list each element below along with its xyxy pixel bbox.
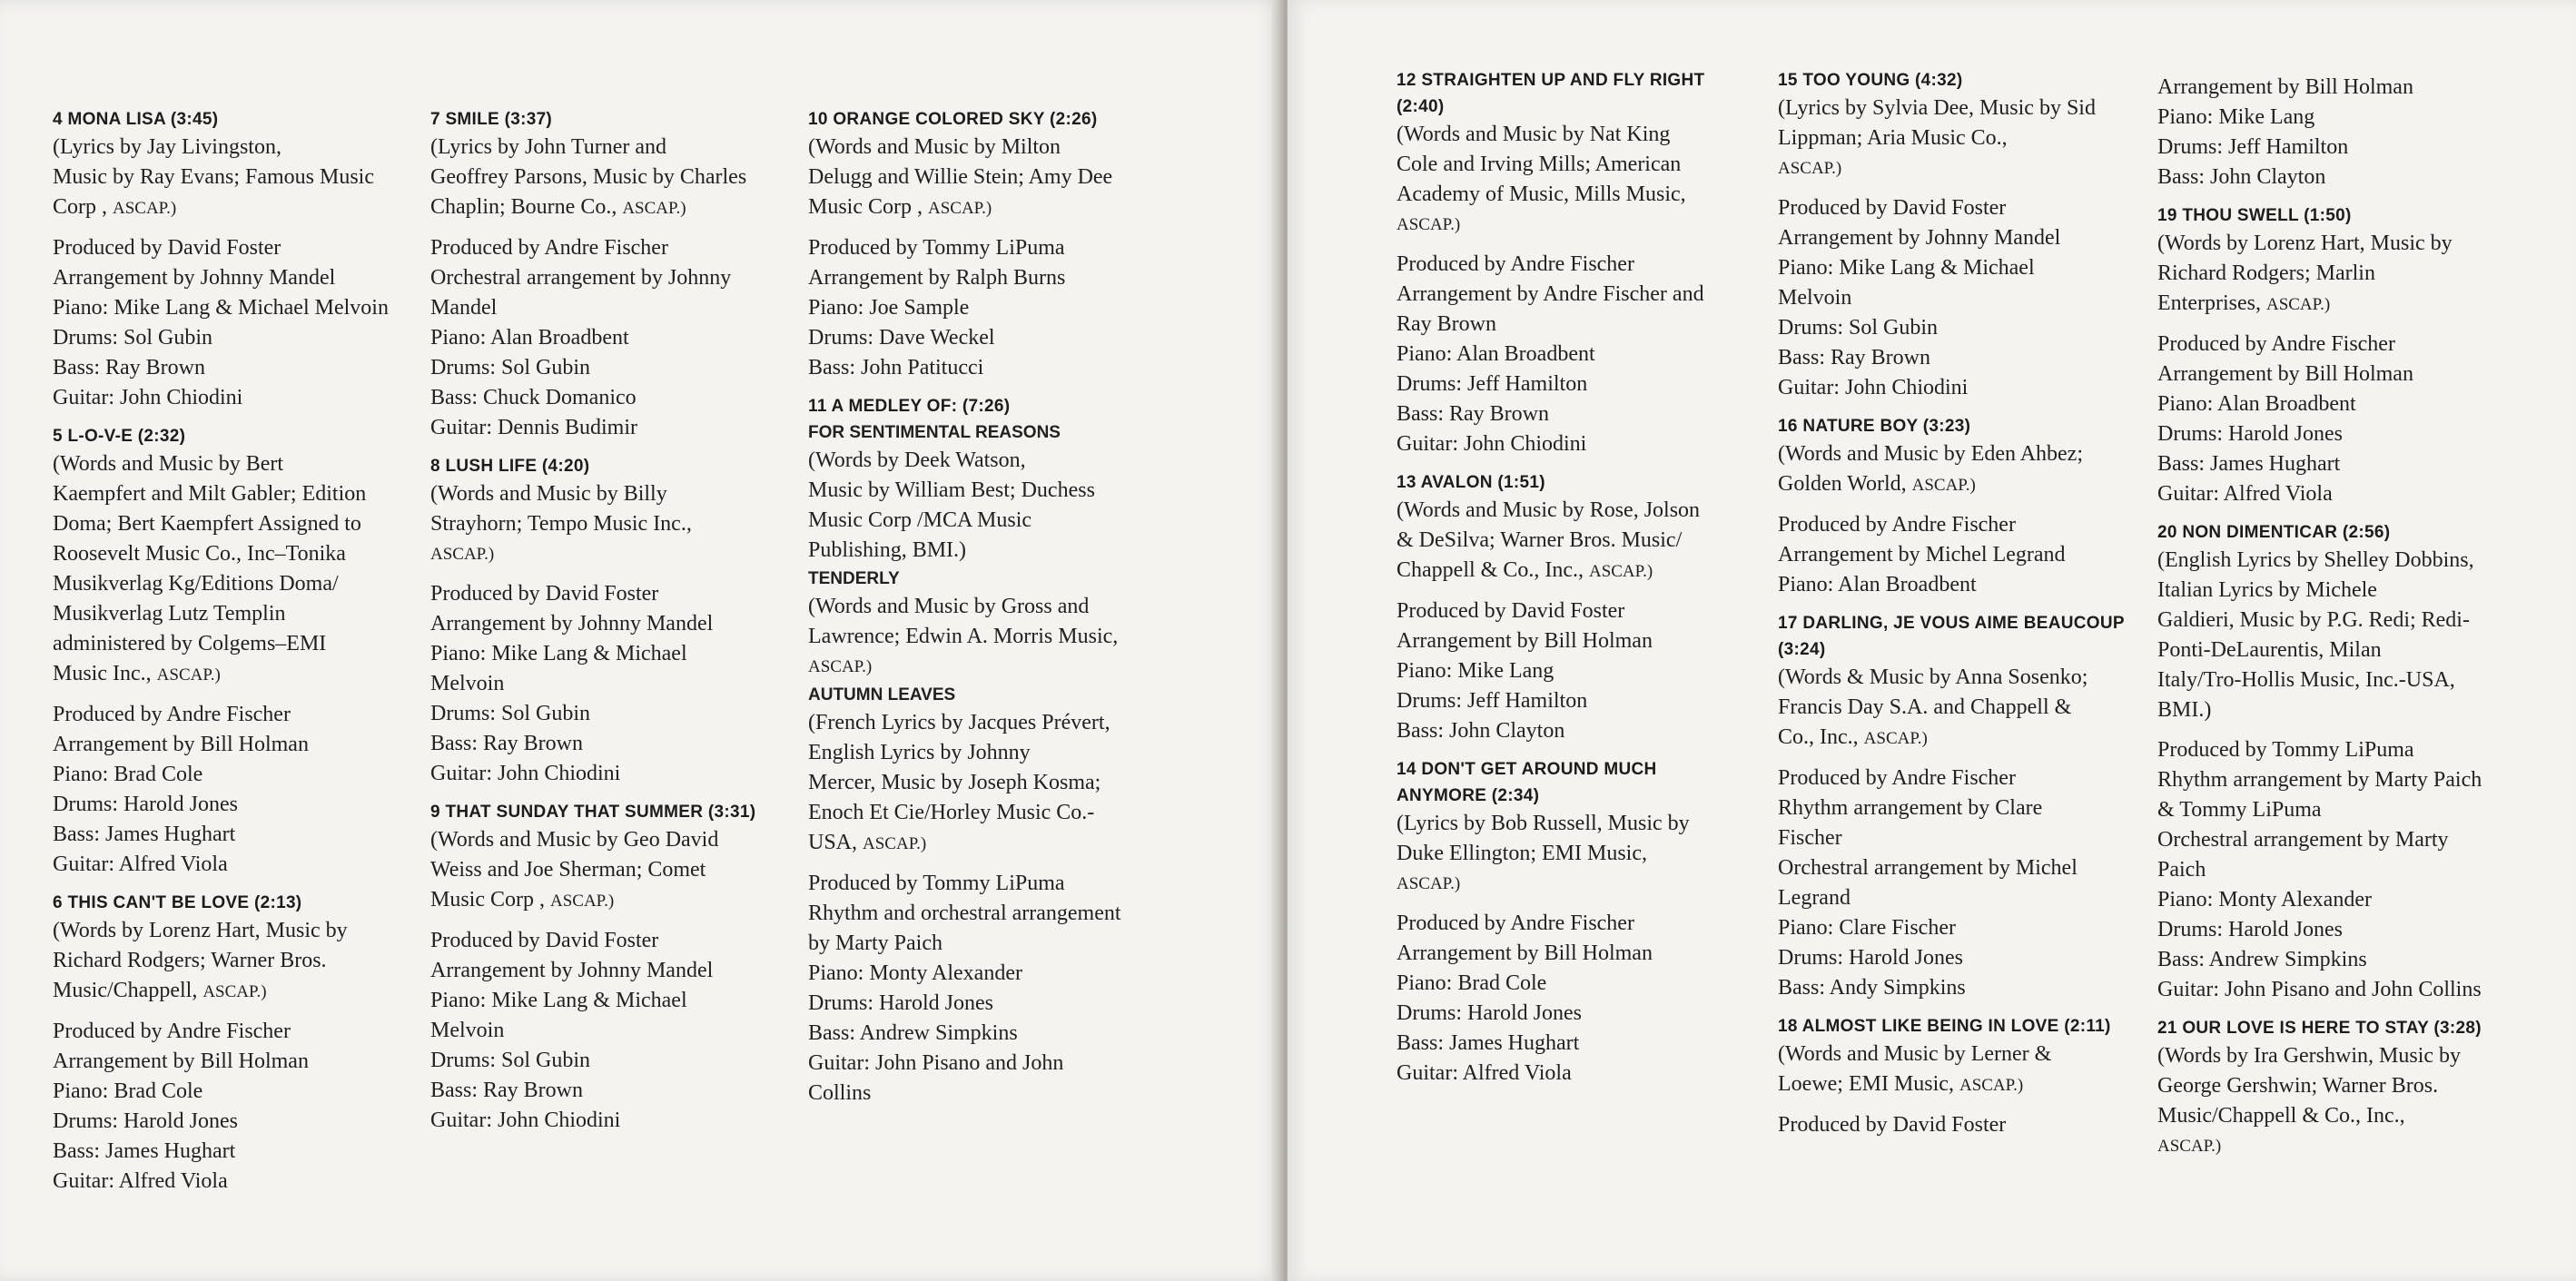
personnel-line: Produced by Andre Fischer bbox=[1778, 513, 2016, 537]
credit-line: (Words by Lorenz Hart, Music by bbox=[53, 919, 348, 942]
track-9 bbox=[430, 799, 755, 1136]
personnel-line: Fischer bbox=[1778, 826, 1842, 850]
personnel-line: Piano: Mike Lang & Michael bbox=[1778, 256, 2035, 280]
personnel-line: Produced by David Foster bbox=[1778, 196, 2007, 220]
track-title: 14 DON'T GET AROUND MUCH bbox=[1397, 760, 1657, 779]
credit-line: administered by Colgems–EMI bbox=[53, 632, 327, 655]
personnel-line: Produced by Andre Fischer bbox=[53, 1020, 291, 1043]
left-column-2 bbox=[430, 106, 755, 1136]
credit-line: Richard Rodgers; Warner Bros. bbox=[53, 949, 327, 972]
credit-line: Corp , ASCAP.) bbox=[53, 195, 177, 219]
personnel-line: Orchestral arrangement by Marty bbox=[2157, 828, 2449, 852]
credit-line: Richard Rodgers; Marlin bbox=[2157, 261, 2375, 285]
track-18 bbox=[1778, 1013, 2125, 1140]
personnel-line: Arrangement by Bill Holman bbox=[2157, 75, 2413, 99]
credit-line: ASCAP.) bbox=[808, 657, 873, 676]
personnel-line: Produced by Tommy LiPuma bbox=[808, 872, 1065, 895]
credit-line: English Lyrics by Johnny bbox=[808, 741, 1031, 764]
credit-line: Chaplin; Bourne Co., ASCAP.) bbox=[430, 195, 686, 219]
track-title: 19 THOU SWELL (1:50) bbox=[2157, 206, 2352, 225]
personnel-line: Bass: Ray Brown bbox=[430, 1079, 583, 1102]
personnel-line: Collins bbox=[808, 1081, 872, 1105]
right-column-2 bbox=[1778, 67, 2125, 1140]
personnel-line: Drums: Harold Jones bbox=[2157, 918, 2343, 941]
personnel-line: Arrangement by Johnny Mandel bbox=[1778, 226, 2061, 250]
personnel-line: Rhythm arrangement by Clare bbox=[1778, 796, 2043, 820]
track-title: 4 MONA LISA (3:45) bbox=[53, 110, 219, 129]
personnel-line: Arrangement by Ralph Burns bbox=[808, 266, 1066, 290]
personnel-line: Arrangement by Bill Holman bbox=[2157, 362, 2413, 386]
personnel-line: Produced by Andre Fischer bbox=[430, 236, 668, 260]
track-title: 7 SMILE (3:37) bbox=[430, 110, 553, 129]
personnel-line: Piano: Monty Alexander bbox=[2157, 888, 2372, 911]
personnel-line: Guitar: Alfred Viola bbox=[2157, 482, 2333, 506]
personnel-line: Drums: Harold Jones bbox=[53, 1109, 238, 1133]
credit-line: BMI.) bbox=[2157, 698, 2212, 722]
credit-line: (Words and Music by Billy bbox=[430, 482, 667, 506]
credit-line: Co., Inc., ASCAP.) bbox=[1778, 725, 1928, 749]
credit-line: Loewe; EMI Music, ASCAP.) bbox=[1778, 1072, 2024, 1096]
credit-line: Academy of Music, Mills Music, bbox=[1397, 182, 1686, 206]
credit-line: (Words and Music by Rose, Jolson bbox=[1397, 498, 1701, 522]
personnel-line: Arrangement by Bill Holman bbox=[53, 1049, 309, 1073]
credit-line: Delugg and Willie Stein; Amy Dee bbox=[808, 165, 1113, 189]
personnel-line: Orchestral arrangement by Michel bbox=[1778, 856, 2078, 880]
personnel-line: Produced by Andre Fischer bbox=[2157, 332, 2395, 356]
personnel-line: Drums: Sol Gubin bbox=[430, 356, 591, 379]
track-title: 10 ORANGE COLORED SKY (2:26) bbox=[808, 110, 1098, 129]
personnel-line: Produced by Andre Fischer bbox=[1397, 252, 1634, 276]
personnel-line: Bass: John Clayton bbox=[1397, 719, 1565, 743]
credit-line: Music/Chappell, ASCAP.) bbox=[53, 979, 267, 1002]
track-13 bbox=[1397, 469, 1704, 746]
credit-line: (Words and Music by Eden Ahbez; bbox=[1778, 442, 2083, 466]
personnel-line: & Tommy LiPuma bbox=[2157, 798, 2322, 822]
personnel-line: Piano: Mike Lang bbox=[1397, 659, 1554, 683]
credit-line: Music Corp , ASCAP.) bbox=[808, 195, 992, 219]
track-title: 13 AVALON (1:51) bbox=[1397, 473, 1545, 492]
credit-line: Roosevelt Music Co., Inc–Tonika bbox=[53, 542, 346, 566]
track-4 bbox=[53, 106, 389, 413]
credit-line: Italian Lyrics by Michele bbox=[2157, 578, 2377, 602]
credit-line: Music/Chappell & Co., Inc., bbox=[2157, 1104, 2405, 1128]
personnel-line: Rhythm and orchestral arrangement bbox=[808, 902, 1121, 925]
personnel-line: Drums: Harold Jones bbox=[2157, 422, 2343, 446]
credit-line: Weiss and Joe Sherman; Comet bbox=[430, 858, 706, 882]
credit-line: Music Corp /MCA Music bbox=[808, 508, 1032, 532]
credit-line: ASCAP.) bbox=[1397, 215, 1461, 234]
personnel-line: Drums: Harold Jones bbox=[1778, 946, 1963, 970]
personnel-line: Drums: Jeff Hamilton bbox=[2157, 135, 2349, 159]
credit-line: (Lyrics by Jay Livingston, bbox=[53, 135, 281, 159]
personnel-line: Arrangement by Bill Holman bbox=[53, 733, 309, 756]
personnel-line: Piano: Brad Cole bbox=[1397, 971, 1547, 995]
personnel-line: Guitar: John Chiodini bbox=[1778, 376, 1969, 399]
track-11 bbox=[808, 393, 1121, 1109]
track-7 bbox=[430, 106, 755, 443]
credit-line: & DeSilva; Warner Bros. Music/ bbox=[1397, 528, 1683, 552]
personnel-line: Piano: Alan Broadbent bbox=[2157, 392, 2356, 416]
credit-line: (French Lyrics by Jacques Prévert, bbox=[808, 711, 1110, 734]
personnel-line: Bass: Ray Brown bbox=[53, 356, 205, 379]
credit-line: ASCAP.) bbox=[2157, 1137, 2222, 1156]
personnel-line: Bass: James Hughart bbox=[2157, 452, 2341, 476]
personnel-line: Piano: Mike Lang & Michael bbox=[430, 642, 687, 665]
personnel-line: Piano: Clare Fischer bbox=[1778, 916, 1956, 940]
personnel-line: Piano: Mike Lang & Michael bbox=[430, 989, 687, 1012]
credit-line: Enterprises, ASCAP.) bbox=[2157, 291, 2331, 315]
personnel-line: Bass: Ray Brown bbox=[430, 732, 583, 755]
personnel-line: Drums: Harold Jones bbox=[1397, 1001, 1582, 1025]
personnel-line: Drums: Dave Weckel bbox=[808, 326, 995, 350]
credit-line: ASCAP.) bbox=[1778, 159, 1842, 178]
personnel-line: Produced by David Foster bbox=[1397, 599, 1625, 623]
track-title: 6 THIS CAN'T BE LOVE (2:13) bbox=[53, 893, 302, 912]
personnel-line: Arrangement by Bill Holman bbox=[1397, 629, 1653, 653]
personnel-line: Orchestral arrangement by Johnny bbox=[430, 266, 732, 290]
medley-part-title: AUTUMN LEAVES bbox=[808, 685, 956, 705]
personnel-line: Bass: Andy Simpkins bbox=[1778, 976, 1966, 1000]
track-title: 8 LUSH LIFE (4:20) bbox=[430, 457, 590, 476]
track-title: (2:40) bbox=[1397, 97, 1445, 116]
personnel-line: Produced by David Foster bbox=[430, 929, 659, 952]
track-21 bbox=[2157, 1015, 2482, 1161]
track-title: 21 OUR LOVE IS HERE TO STAY (3:28) bbox=[2157, 1019, 2482, 1038]
personnel-line: Produced by Andre Fischer bbox=[53, 703, 291, 726]
credit-line: Music Corp , ASCAP.) bbox=[430, 888, 615, 911]
credit-line: USA, ASCAP.) bbox=[808, 831, 927, 854]
credit-line: Galdieri, Music by P.G. Redi; Redi- bbox=[2157, 608, 2470, 632]
personnel-line: by Marty Paich bbox=[808, 931, 943, 955]
credit-line: Kaempfert and Milt Gabler; Edition bbox=[53, 482, 367, 506]
personnel-line: Drums: Jeff Hamilton bbox=[1397, 689, 1588, 713]
personnel-line: Bass: Ray Brown bbox=[1778, 346, 1930, 370]
credit-line: (Lyrics by Sylvia Dee, Music by Sid bbox=[1778, 96, 2096, 120]
personnel-line: Drums: Harold Jones bbox=[808, 991, 993, 1015]
credit-line: (Words and Music by Milton bbox=[808, 135, 1061, 159]
personnel-line: Guitar: Alfred Viola bbox=[1397, 1061, 1572, 1085]
credit-line: (Words and Music by Nat King bbox=[1397, 123, 1671, 146]
personnel-line: Arrangement by Johnny Mandel bbox=[430, 612, 714, 636]
personnel-line: Bass: James Hughart bbox=[1397, 1031, 1580, 1055]
credit-line: (Words by Ira Gershwin, Music by bbox=[2157, 1044, 2462, 1068]
personnel-line: Bass: James Hughart bbox=[53, 823, 236, 846]
track-title: 12 STRAIGHTEN UP AND FLY RIGHT bbox=[1397, 71, 1705, 90]
credit-line: ASCAP.) bbox=[430, 545, 495, 564]
credit-line: (Words and Music by Gross and bbox=[808, 595, 1090, 618]
track-title: 9 THAT SUNDAY THAT SUMMER (3:31) bbox=[430, 803, 756, 822]
credit-line: Golden World, ASCAP.) bbox=[1778, 472, 1976, 496]
credit-line: Lawrence; Edwin A. Morris Music, bbox=[808, 625, 1119, 648]
personnel-line: Produced by Andre Fischer bbox=[1397, 911, 1634, 935]
track-title: 20 NON DIMENTICAR (2:56) bbox=[2157, 523, 2391, 542]
credit-line: (Words and Music by Lerner & bbox=[1778, 1042, 2052, 1066]
credit-line: (Words and Music by Bert bbox=[53, 452, 284, 476]
credit-line: ASCAP.) bbox=[1397, 874, 1461, 893]
track-16 bbox=[1778, 413, 2125, 600]
personnel-line: Piano: Monty Alexander bbox=[808, 961, 1022, 985]
personnel-line: Arrangement by Michel Legrand bbox=[1778, 543, 2066, 567]
personnel-line: Arrangement by Johnny Mandel bbox=[53, 266, 336, 290]
right-page bbox=[1288, 0, 2576, 1281]
personnel-line: Piano: Brad Cole bbox=[53, 1079, 203, 1103]
track-title: 18 ALMOST LIKE BEING IN LOVE (2:11) bbox=[1778, 1017, 2111, 1036]
track-5 bbox=[53, 423, 389, 880]
credit-line: Chappell & Co., Inc., ASCAP.) bbox=[1397, 558, 1653, 582]
credit-line: Francis Day S.A. and Chappell & bbox=[1778, 695, 2072, 719]
personnel-line: Rhythm arrangement by Marty Paich bbox=[2157, 768, 2482, 792]
personnel-line: Produced by Tommy LiPuma bbox=[2157, 738, 2414, 762]
personnel-line: Piano: Mike Lang & Michael Melvoin bbox=[53, 296, 389, 320]
right-column-3 bbox=[2157, 73, 2482, 1161]
left-column-3 bbox=[808, 106, 1121, 1109]
personnel-line: Paich bbox=[2157, 858, 2206, 882]
personnel-line: Melvoin bbox=[1778, 286, 1852, 310]
credit-line: Musikverlag Kg/Editions Doma/ bbox=[53, 572, 339, 596]
track-title: 5 L-O-V-E (2:32) bbox=[53, 427, 186, 446]
personnel-line: Guitar: John Pisano and John Collins bbox=[2157, 978, 2482, 1001]
track-title: 17 DARLING, JE VOUS AIME BEAUCOUP bbox=[1778, 614, 2125, 633]
credit-line: Publishing, BMI.) bbox=[808, 538, 967, 562]
track-title: (3:24) bbox=[1778, 640, 1826, 659]
personnel-line: Guitar: Dennis Budimir bbox=[430, 416, 637, 439]
personnel-line: Bass: Andrew Simpkins bbox=[2157, 948, 2367, 971]
personnel-line: Drums: Sol Gubin bbox=[53, 326, 213, 350]
credit-line: (English Lyrics by Shelley Dobbins, bbox=[2157, 548, 2474, 572]
personnel-line: Guitar: John Chiodini bbox=[1397, 432, 1587, 456]
personnel-line: Piano: Alan Broadbent bbox=[1397, 342, 1595, 366]
credit-line: (Words by Lorenz Hart, Music by bbox=[2157, 232, 2453, 255]
personnel-line: Bass: John Patitucci bbox=[808, 356, 984, 379]
credit-line: George Gershwin; Warner Bros. bbox=[2157, 1074, 2439, 1098]
personnel-line: Drums: Jeff Hamilton bbox=[1397, 372, 1588, 396]
personnel-line: Guitar: John Chiodini bbox=[430, 1109, 621, 1132]
personnel-line: Arrangement by Bill Holman bbox=[1397, 941, 1653, 965]
personnel-line: Arrangement by Andre Fischer and bbox=[1397, 282, 1704, 306]
credit-line: (Words by Deek Watson, bbox=[808, 448, 1026, 472]
personnel-line: Produced by Tommy LiPuma bbox=[808, 236, 1065, 260]
personnel-line: Guitar: John Pisano and John bbox=[808, 1051, 1064, 1075]
personnel-line: Produced by David Foster bbox=[53, 236, 281, 260]
personnel-line: Mandel bbox=[430, 296, 498, 320]
personnel-line: Melvoin bbox=[430, 672, 505, 695]
credit-line: Geoffrey Parsons, Music by Charles bbox=[430, 165, 747, 189]
track-title: 16 NATURE BOY (3:23) bbox=[1778, 417, 1971, 436]
credit-line: Lippman; Aria Music Co., bbox=[1778, 126, 2008, 150]
credit-line: Enoch Et Cie/Horley Music Co.- bbox=[808, 801, 1095, 824]
personnel-line: Guitar: Alfred Viola bbox=[53, 1169, 228, 1193]
personnel-line: Guitar: Alfred Viola bbox=[53, 852, 228, 876]
credit-line: Music by Ray Evans; Famous Music bbox=[53, 165, 374, 189]
personnel-line: Piano: Alan Broadbent bbox=[430, 326, 629, 350]
credit-line: Musikverlag Lutz Templin bbox=[53, 602, 286, 626]
personnel-line: Arrangement by Johnny Mandel bbox=[430, 959, 714, 982]
track-6 bbox=[53, 890, 389, 1197]
credit-line: (Words and Music by Geo David bbox=[430, 828, 719, 852]
personnel-line: Piano: Brad Cole bbox=[53, 763, 203, 786]
credit-line: Doma; Bert Kaempfert Assigned to bbox=[53, 512, 361, 536]
track-title: ANYMORE (2:34) bbox=[1397, 786, 1540, 805]
track-14 bbox=[1397, 756, 1704, 1089]
credit-line: Strayhorn; Tempo Music Inc., bbox=[430, 512, 692, 536]
track-18-continued bbox=[2157, 73, 2482, 192]
personnel-line: Bass: James Hughart bbox=[53, 1139, 236, 1163]
personnel-line: Piano: Mike Lang bbox=[2157, 105, 2315, 129]
track-12 bbox=[1397, 67, 1704, 459]
medley-part-title: FOR SENTIMENTAL REASONS bbox=[808, 423, 1061, 442]
credit-line: Duke Ellington; EMI Music, bbox=[1397, 842, 1647, 865]
track-title: 11 A MEDLEY OF: (7:26) bbox=[808, 397, 1011, 416]
personnel-line: Bass: Andrew Simpkins bbox=[808, 1021, 1018, 1045]
personnel-line: Legrand bbox=[1778, 886, 1851, 910]
personnel-line: Piano: Alan Broadbent bbox=[1778, 573, 1977, 596]
personnel-line: Piano: Joe Sample bbox=[808, 296, 970, 320]
left-page bbox=[0, 0, 1280, 1281]
credit-line: Ponti-DeLaurentis, Milan bbox=[2157, 638, 2382, 662]
personnel-line: Drums: Sol Gubin bbox=[430, 1049, 591, 1072]
credit-line: (Lyrics by John Turner and bbox=[430, 135, 666, 159]
personnel-line: Produced by David Foster bbox=[430, 582, 659, 606]
personnel-line: Drums: Sol Gubin bbox=[430, 702, 591, 725]
track-title: 15 TOO YOUNG (4:32) bbox=[1778, 71, 1963, 90]
personnel-line: Ray Brown bbox=[1397, 312, 1496, 336]
personnel-line: Bass: John Clayton bbox=[2157, 165, 2326, 189]
credit-line: Mercer, Music by Joseph Kosma; bbox=[808, 771, 1101, 794]
credit-line: Cole and Irving Mills; American bbox=[1397, 153, 1682, 176]
personnel-line: Drums: Sol Gubin bbox=[1778, 316, 1939, 340]
personnel-line: Guitar: John Chiodini bbox=[53, 386, 243, 409]
track-15 bbox=[1778, 67, 2125, 403]
track-17 bbox=[1778, 610, 2125, 1003]
track-20 bbox=[2157, 519, 2482, 1005]
track-8 bbox=[430, 453, 755, 789]
credit-line: Music Inc., ASCAP.) bbox=[53, 662, 221, 685]
credit-line: (Words & Music by Anna Sosenko; bbox=[1778, 665, 2088, 689]
track-10 bbox=[808, 106, 1121, 383]
credit-line: Music by William Best; Duchess bbox=[808, 478, 1095, 502]
personnel-line: Drums: Harold Jones bbox=[53, 793, 238, 816]
credit-line: (Lyrics by Bob Russell, Music by bbox=[1397, 812, 1690, 835]
right-column-1 bbox=[1397, 67, 1704, 1089]
personnel-line: Bass: Chuck Domanico bbox=[430, 386, 637, 409]
personnel-line: Produced by David Foster bbox=[1778, 1113, 2007, 1137]
track-19 bbox=[2157, 202, 2482, 509]
personnel-line: Bass: Ray Brown bbox=[1397, 402, 1549, 426]
credit-line: Italy/Tro-Hollis Music, Inc.-USA, bbox=[2157, 668, 2455, 692]
personnel-line: Melvoin bbox=[430, 1019, 505, 1042]
medley-part-title: TENDERLY bbox=[808, 569, 900, 588]
personnel-line: Guitar: John Chiodini bbox=[430, 762, 621, 785]
left-column-1 bbox=[53, 106, 389, 1197]
personnel-line: Produced by Andre Fischer bbox=[1778, 766, 2016, 790]
